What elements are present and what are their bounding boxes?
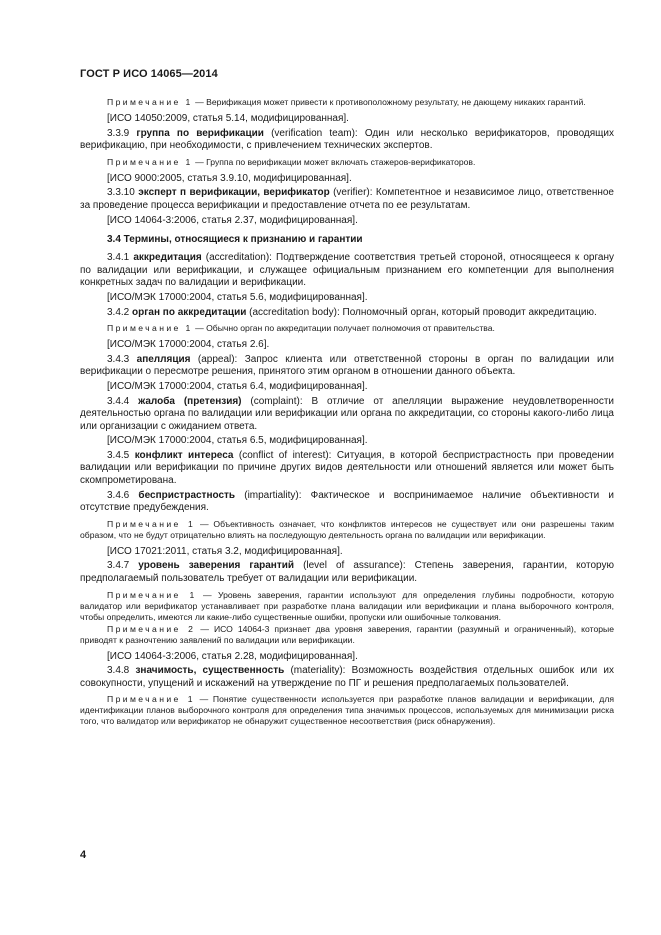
- note-materiality: Примечание 1 — Понятие существенности используется при разработке планов валидации и верификации, для идентификации планов выборочного контроля для определения типа значимых процессов, используемых для минимизации риска того, что валидатор или верификатор не обнаружит существенное несоответствия (риск обнаружения).: [80, 694, 614, 727]
- reference-line: [ИСО/МЭК 17000:2004, статья 6.4, модифицированная].: [107, 380, 368, 392]
- term-3-4-2: 3.4.2 орган по аккредитации (accreditation body): Полномочный орган, который проводит аккредитацию.: [107, 306, 597, 318]
- term-3-4-7: 3.4.7 уровень заверения гарантий (level of assurance): Степень заверения, гарантии, которую предполагаемый пользователь требует от валидации или верификации.: [80, 560, 614, 585]
- note-level-of-assurance-2: Примечание 2 — ИСО 14064-3 признает два уровня заверения, гарантии (разумный и ограниченный), которые приводят к разночтению заявлений по валидации или верификации.: [80, 623, 614, 645]
- reference-line: [ИСО 17021:2011, статья 3.2, модифицированная].: [107, 545, 343, 557]
- reference-line: [ИСО 14050:2009, статья 5.14, модифицированная].: [107, 113, 349, 124]
- section-heading-3-4: 3.4 Термины, относящиеся к признанию и гарантии: [107, 234, 363, 246]
- document-body: [80, 93, 614, 732]
- term-3-4-4: 3.4.4 жалоба (претензия) (complaint): В отличие от апелляции выражение неудовлетворенности деятельностью органа по валидации или верификации или органа по аккредитации, со стороны какого-либо лица или организации с ожиданием ответа.: [80, 395, 615, 432]
- reference-line: [ИСО 9000:2005, статья 3.9.10, модифицированная].: [107, 172, 352, 184]
- reference-line: [ИСО/МЭК 17000:2004, статья 5.6, модифицированная].: [107, 291, 368, 303]
- document-header: ГОСТ Р ИСО 14065—2014: [80, 68, 218, 80]
- term-3-4-1: 3.4.1 аккредитация (accreditation): Подтверждение соответствия третьей стороной, относящееся к органу по валидации или верификации, и служащее официальным признанием его компетенции для выполнения конкретных задач по валидации и верификации.: [80, 252, 614, 289]
- reference-line: [ИСО/МЭК 17000:2004, статья 2.6].: [107, 339, 270, 351]
- note-level-of-assurance-1: Примечание 1 — Уровень заверения, гарантии используют для определения глубины подробности, которую валидатор или верификатор устанавливает при разработке плана валидации или верификации и плана выборочного контроля, чтобы определить, имеются ли какие-либо существенные ошибки, пропуски или ошибочные толкования.: [80, 589, 614, 622]
- term-3-4-6: 3.4.6 беспристрастность (impartiality): Фактическое и воспринимаемое наличие объективности и отсутствие предубеждения.: [80, 489, 614, 514]
- reference-line: [ИСО 14064-3:2006, статья 2.28, модифицированная].: [107, 650, 358, 662]
- reference-line: [ИСО 14064-3:2006, статья 2.37, модифицированная].: [107, 214, 358, 226]
- note-verification-team: Примечание 1 — Группа по верификации может включать стажеров-верификаторов.: [107, 156, 476, 167]
- term-3-4-8: 3.4.8 значимость, существенность (materiality): Возможность воздействия отдельных ошибок или их совокупности, упущений и искажений на утверждение по ПГ и решения предполагаемых пользователей.: [80, 665, 614, 689]
- note-impartiality: Примечание 1 — Объективность означает, что конфликтов интересов не существует или они разрешены таким образом, что не будут отрицательно влиять на последующую деятельность органа по валидации или верификации.: [80, 518, 614, 540]
- term-3-3-9: 3.3.9 группа по верификации (verification team): Один или несколько верификаторов, проводящих верификацию, при необходимости, с привлечением технических экспертов.: [80, 127, 614, 152]
- page-number: 4: [80, 849, 87, 861]
- note-accreditation-body: Примечание 1 — Обычно орган по аккредитации получает полномочия от правительства.: [107, 323, 495, 334]
- reference-line: [ИСО/МЭК 17000:2004, статья 6.5, модифицированная].: [107, 435, 368, 447]
- term-3-3-10: 3.3.10 эксперт п верификации, верификатор (verifier): Компетентное и независимое лицо, ответственное за проведение процесса верификации и предоставление отчета по ее результатам.: [80, 187, 614, 211]
- term-3-4-3: 3.4.3 апелляция (appeal): Запрос клиента или ответственной стороны в орган по валидации или верификации о пересмотре решения, принятого этим органом в отношении данного объекта.: [80, 353, 614, 378]
- term-3-4-5: 3.4.5 конфликт интереса (conflict of interest): Ситуация, в которой беспристрастность при проведении валидации или верификации по причине других видов деятельности или отношений является или может быть скомпрометирована.: [80, 449, 615, 487]
- note-verification-result: Примечание 1 — Верификация может привести к противоположному результату, не дающему никаких гарантий.: [107, 97, 586, 107]
